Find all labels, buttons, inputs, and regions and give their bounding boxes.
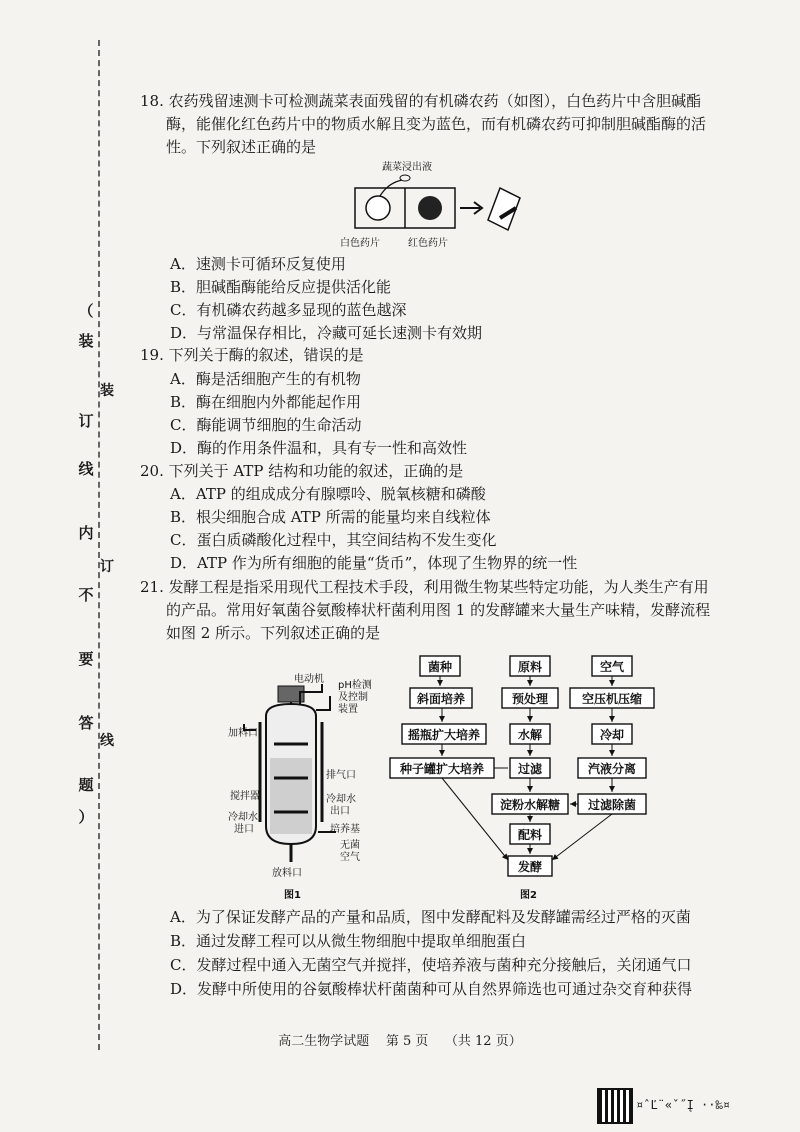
stem-line: 农药残留速测卡可检测蔬菜表面残留的有机磷农药（如图），白色药片中含胆碱酯 [168, 92, 702, 110]
margin-char: ） [78, 808, 94, 826]
option-b: B．胆碱酯酶能给反应提供活化能 [170, 278, 392, 296]
flow-step: 斜面培养 [416, 692, 466, 706]
option-c: C．蛋白质磷酸化过程中，其空间结构不发生变化 [170, 531, 497, 549]
margin-char: 不 [78, 586, 94, 604]
label-ph: 及控制 [338, 692, 368, 703]
page-footer [0, 1030, 800, 1049]
stem-line: 如图 2 所示。下列叙述正确的是 [166, 624, 381, 642]
option-b: B．酶在细胞内外都能起作用 [170, 393, 362, 411]
flow-step: 摇瓶扩大培养 [407, 728, 481, 742]
fermenter-figure [226, 666, 396, 902]
flow-step: 空气 [599, 660, 625, 674]
label-cooling-in: 进口 [234, 824, 254, 835]
label-ph: 装置 [338, 704, 358, 715]
option-d: D．发酵中所使用的谷氨酸棒状杆菌菌种可从自然界筛选也可通过杂交育种获得 [170, 980, 693, 998]
option-d: D．ATP 作为所有细胞的能量“货币”，体现了生物界的统一性 [170, 554, 578, 572]
label-cooling-in: 冷却水 [228, 812, 258, 823]
option-b: B．通过发酵工程可以从微生物细胞中提取单细胞蛋白 [170, 932, 527, 950]
test-card-figure [340, 158, 540, 254]
flow-step: 过滤 [517, 762, 543, 776]
label-feed-port: 加料口 [228, 728, 258, 739]
label-cooling-out: 冷却水 [326, 794, 356, 805]
flow-step: 汽液分离 [587, 762, 637, 776]
margin-char: 答 [78, 714, 94, 732]
option-c: C．发酵过程中通入无菌空气并搅拌，使培养液与菌种充分接触后，关闭通气口 [170, 956, 692, 974]
flow-step: 菌种 [427, 660, 453, 674]
margin-char: 装 [78, 332, 94, 350]
margin-inner-char: 订 [100, 559, 114, 575]
label-discharge: 放料口 [272, 868, 302, 879]
footer-total: （共 12 页） [444, 1034, 522, 1049]
binding-dashed-line [98, 40, 100, 1050]
margin-char: 题 [78, 776, 94, 794]
stem-line: 发酵工程是指采用现代工程技术手段，利用微生物某些特定功能，为人类生产有用 [168, 578, 709, 596]
flow-step: 淀粉水解糖 [499, 798, 561, 812]
margin-char: （ [78, 302, 94, 320]
option-a: A．酶是活细胞产生的有机物 [170, 370, 361, 388]
option-a: A．为了保证发酵产品的产量和品质，图中发酵配料及发酵罐需经过严格的灭菌 [170, 908, 691, 926]
margin-char: 订 [78, 412, 94, 430]
flow-step: 配料 [517, 828, 543, 842]
stem-line: 的产品。常用好氧菌谷氨酸棒状杆菌利用图 1 的发酵罐来大量生产味精，发酵流程 [166, 601, 711, 619]
question-number: 20. [140, 462, 164, 480]
margin-inner-char: 线 [100, 733, 114, 749]
option-a: A．ATP 的组成成分有腺嘌呤、脱氧核糖和磷酸 [170, 485, 486, 503]
question-18-stem [140, 90, 740, 159]
fermentation-flowchart [380, 650, 680, 906]
label-medium: 培养基 [330, 824, 360, 835]
label-sterile-air: 无菌 [340, 840, 360, 851]
flow-step: 过滤除菌 [587, 798, 637, 812]
flow-step: 预处理 [511, 692, 549, 706]
option-d: D．酶的作用条件温和，具有专一性和高效性 [170, 439, 468, 457]
option-c: C．酶能调节细胞的生命活动 [170, 416, 362, 434]
label-exhaust: 排气口 [326, 770, 356, 781]
flow-final: 发酵 [517, 860, 543, 874]
flow-step: 冷却 [599, 728, 625, 742]
label-ph: pH检测 [338, 680, 372, 691]
stem-line: 性。下列叙述正确的是 [166, 138, 317, 156]
option-b: B．根尖细胞合成 ATP 所需的能量均来自线粒体 [170, 508, 491, 526]
label-cooling-out: 出口 [330, 806, 350, 817]
question-21-stem [140, 576, 740, 645]
figure-caption: 图2 [520, 890, 537, 901]
margin-char: 线 [78, 460, 94, 478]
question-19-stem [140, 344, 740, 367]
qr-caption: ¤ˆĽ¨«ˇ˝Į ··‰¤ [636, 1098, 730, 1112]
qr-code-icon [597, 1088, 633, 1124]
footer-subject: 高二生物学试题 [278, 1034, 370, 1049]
question-number: 19. [140, 346, 164, 364]
label-stirrer: 搅拌器 [230, 791, 260, 802]
flow-step: 原料 [517, 660, 543, 674]
margin-char: 要 [78, 650, 94, 668]
option-d: D．与常温保存相比，冷藏可延长速测卡有效期 [170, 324, 483, 342]
flow-step: 种子罐扩大培养 [399, 762, 485, 776]
footer-page: 第 5 页 [385, 1034, 429, 1049]
figure-caption: 图1 [284, 890, 301, 901]
stem-line: 下列关于酶的叙述，错误的是 [168, 346, 364, 364]
option-a: A．速测卡可循环反复使用 [170, 255, 346, 273]
margin-inner-char: 装 [100, 383, 114, 399]
flow-step: 空压机压缩 [581, 692, 643, 706]
figure-label-extract: 蔬菜浸出液 [382, 162, 432, 173]
option-c: C．有机磷农药越多显现的蓝色越深 [170, 301, 407, 319]
label-sterile-air: 空气 [340, 852, 360, 863]
question-number: 21. [140, 578, 164, 596]
margin-char: 内 [78, 524, 94, 542]
figure-label-red: 红色药片 [408, 238, 448, 249]
question-number: 18. [140, 92, 164, 110]
stem-line: 下列关于 ATP 结构和功能的叙述，正确的是 [168, 462, 464, 480]
flow-step: 水解 [517, 728, 543, 742]
stem-line: 酶，能催化红色药片中的物质水解且变为蓝色，而有机磷农药可抑制胆碱酯酶的活 [166, 115, 707, 133]
label-motor: 电动机 [294, 674, 324, 685]
figure-label-white: 白色药片 [340, 238, 380, 249]
question-20-stem [140, 460, 740, 483]
